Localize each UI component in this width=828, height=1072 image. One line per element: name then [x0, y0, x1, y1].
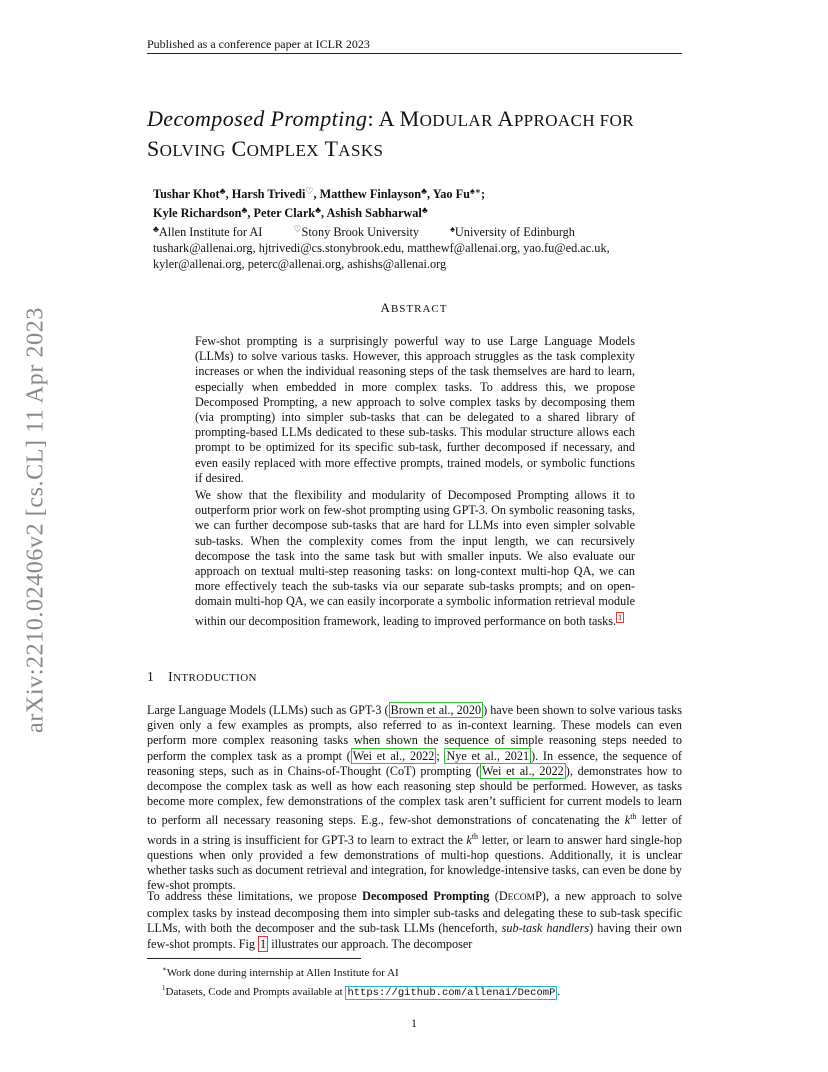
footnote-rule: [147, 958, 361, 959]
intro-paragraph-2: To address these limitations, we propose Decomposed Prompting (DECOMP), a new approach to solve complex tasks by instead decomposing them into simpler sub-tasks and delegating these to sub-task specific LLMs, with both the decomposer and the sub-task LLMs (henceforth, sub-task handlers) having their own few-shot prompts. Fig 1 illustrates our approach. The decomposer: [147, 889, 683, 951]
emails-line-1: tushark@allenai.org, hjtrivedi@cs.stonybrook.edu, matthewf@allenai.org, yao.fu@ed.ac.uk,: [153, 241, 610, 255]
paper-title: Decomposed Prompting: A MODULAR APPROACH FOR SOLVING COMPLEX TASKS: [147, 106, 634, 161]
footnote-star: ∗Work done during internship at Allen Institute for AI: [162, 965, 399, 979]
footnotes: [162, 962, 560, 1001]
github-link[interactable]: https://github.com/allenai/DecomP: [347, 987, 556, 999]
intro-paragraph-1: Large Language Models (LLMs) such as GPT-3 ( Brown et al., 2020 ) have been shown to solve various tasks given only a few examples as prompts, also referred to as in-context learning. These models can even perform more complex reasoning tasks when shown the sequence of simple reasoning steps needed to perform the complex task as a prompt ( Wei et al., 2022 ; Nye et al., 2021 ). In essence, the sequence of reasoning steps, such as in Chains-of-Thought (CoT) prompting ( Wei et al., 2022 ), demonstrates how to decompose the complex task as well as how each reasoning step should be performed. However, as tasks become more complex, few demonstrations of the complex task aren’t sufficient for current models to learn to perform all necessary reasoning steps. E.g., few-shot demonstrations of concatenating the $k^{th}$ letter of words in a string is insufficient for GPT-3 to learn to extract the $k^{th}$ letter, or learn to answer hard single-hop questions when only provided a few demonstrations of multi-hop questions. Additionally, it is unclear whether tasks such as document retrieval and integration, for knowledge-intensive tasks, can even be done by few-shot prompts.: [147, 703, 682, 893]
affiliations: ♣Allen Institute for AI ♡Stony Brook University ♠University of Edinburgh: [153, 224, 575, 239]
header-rule: [147, 53, 682, 54]
section-heading-introduction: 1 INTRODUCTION: [147, 669, 257, 684]
footnote-1-link[interactable]: 1: [618, 612, 623, 622]
author-block: [153, 183, 693, 272]
abstract-paragraph-2: We show that the flexibility and modularity of Decomposed Prompting allows it to outperform prior work on few-shot prompting using GPT-3. On symbolic reasoning tasks, we can further decompose sub-tasks that are hard for LLMs into even simpler solvable sub-tasks. When the complexity comes from the input length, we can recursively decompose the task into the same task but with smaller inputs. We also evaluate our approach on textual multi-step reasoning tasks: on long-context multi-hop QA, we can more effectively teach the sub-tasks via our separate sub-tasks prompts; and on open-domain multi-hop QA, we can easily incorporate a symbolic information retrieval module within our decomposition framework, leading to improved performance on both tasks. $^1$: [195, 488, 635, 628]
figure-1-link[interactable]: 1: [260, 936, 267, 951]
decomposed-prompting-bold: Decomposed Prompting: [362, 889, 490, 903]
kth-math-2: $k^{th}$: [466, 831, 479, 847]
footnote-1: $^1$Datasets, Code and Prompts available at https://github.com/allenai/DecomP .: [162, 984, 561, 999]
author-line-1: Tushar Khot♣, Harsh Trivedi♡, Matthew Finlayson♣, Yao Fu♠∗;: [153, 186, 486, 201]
title-italic: Decomposed Prompting: [147, 106, 368, 131]
citation-brown-2020[interactable]: Brown et al., 2020: [390, 703, 482, 717]
citation-wei-2022-b[interactable]: Wei et al., 2022: [482, 763, 564, 778]
author-line-2: Kyle Richardson♣, Peter Clark♣, Ashish Sabharwal♣: [153, 205, 428, 220]
citation-wei-2022[interactable]: Wei et al., 2022: [352, 748, 435, 763]
running-header: Published as a conference paper at ICLR 2023: [147, 37, 370, 51]
arxiv-stamp[interactable]: arXiv:2210.02406v2 [cs.CL] 11 Apr 2023: [22, 307, 49, 733]
kth-math: $k^{th}$: [624, 812, 637, 828]
citation-nye-2021[interactable]: Nye et al., 2021: [446, 748, 530, 763]
abstract-heading: ABSTRACT: [380, 300, 448, 315]
emails-line-2: kyler@allenai.org, peterc@allenai.org, ashishs@allenai.org: [153, 257, 447, 271]
abstract-paragraph-1: Few-shot prompting is a surprisingly powerful way to use Large Language Models (LLMs) to solve various tasks. However, this approach struggles as the task complexity increases or when the individual reasoning steps of the task themselves are hard to learn, especially when embedded in more complex tasks. To address this, we propose Decomposed Prompting, a new approach to solve complex tasks by decomposing them (via prompting) into simpler sub-tasks that can be delegated to a shared library of prompting-based LLMs dedicated to these sub-tasks. This modular structure allows each prompt to be optimized for its specific sub-task, further decomposed if necessary, and even easily replaced with more effective prompts, trained models, or symbolic functions if desired.: [195, 334, 635, 485]
page-number: 1: [411, 1016, 417, 1030]
